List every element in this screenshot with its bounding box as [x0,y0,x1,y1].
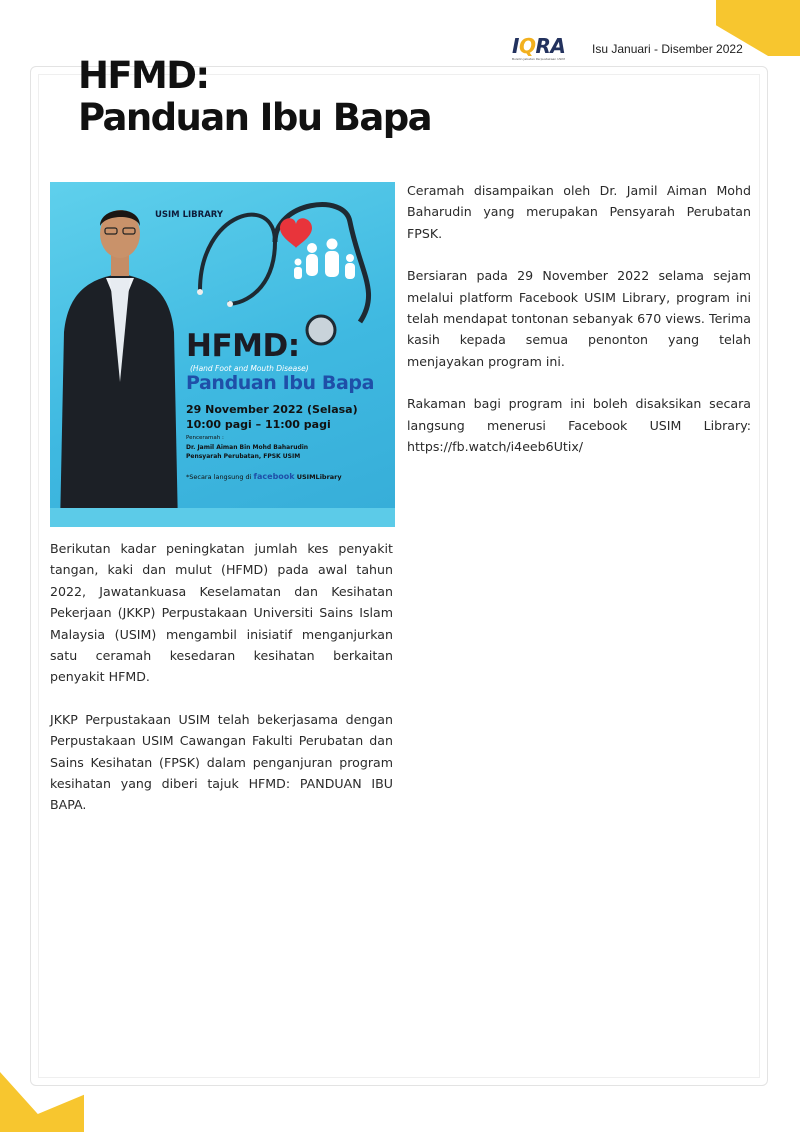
title-line-1: HFMD: [78,54,209,97]
poster-live-line [186,472,342,481]
page-header [512,36,743,62]
poster-brand: USIM LIBRARY [155,210,224,220]
paragraph: JKKP Perpustakaan USIM telah bekerjasama dengan Perpustakaan USIM Cawangan Fakulti Perubatan dan Sains Kesihatan (FPSK) dalam penganjuran program kesihatan yang diberi tajuk HFMD: PANDUAN IBU BAPA. [50,711,393,813]
facebook-icon: facebook [253,472,295,481]
left-column [50,538,393,837]
logo-letter-q: Q [518,34,536,58]
poster-title: HFMD: [186,328,300,364]
poster-footer-strip [50,508,395,527]
family-icon [294,239,355,280]
logo-letters-b: RA [535,34,566,58]
issue-label: Isu Januari - Disember 2022 [592,42,743,56]
poster-subtitle: (Hand Foot and Mouth Disease) [190,364,309,373]
speaker-photo [60,210,178,527]
poster-time: 10:00 pagi – 11:00 pagi [186,418,331,431]
paragraph: Ceramah disampaikan oleh Dr. Jamil Aiman Mohd Baharudin yang merupakan Pensyarah Perubatan FPSK. [407,183,751,241]
article-title [78,55,431,139]
paragraph: Rakaman bagi program ini boleh disaksikan secara langsung menerusi Facebook USIM Library: https://fb.watch/i4eeb6Utix/ [407,396,751,455]
iqra-logo [512,36,578,62]
logo-letters-a: I [512,34,519,58]
poster-speaker-role: Pensyarah Perubatan, FPSK USIM [186,453,301,460]
poster-headline: Panduan Ibu Bapa [186,372,374,394]
heart-icon [280,218,312,248]
event-poster [50,182,395,527]
stethoscope-tube-icon [200,215,275,304]
logo-subtitle: Buletin Jabatan Perpustakaan USIM [512,57,565,61]
stethoscope-chestpiece-icon [307,316,335,344]
poster-live-page: USIMLibrary [296,473,342,481]
title-line-2: Panduan Ibu Bapa [78,96,431,139]
paragraph: Berikutan kadar peningkatan jumlah kes penyakit tangan, kaki dan mulut (HFMD) pada awal tahun 2022, Jawatankuasa Keselamatan dan Kesihatan Pekerjaan (JKKP) Perpustakaan Universiti Sains Islam Malaysia (USIM) mengambil inisiatif menganjurkan satu ceramah kesedaran kesihatan berkaitan penyakit HFMD. [50,541,393,685]
poster-speaker-label: Penceramah : [186,435,224,441]
right-column [407,180,751,478]
poster-speaker-name: Dr. Jamil Aiman Bin Mohd Baharudin [186,444,309,451]
poster-live-prefix: *Secara langsung di [186,473,252,481]
poster-date: 29 November 2022 (Selasa) [186,403,358,416]
paragraph: Bersiaran pada 29 November 2022 selama sejam melalui platform Facebook USIM Library, program ini telah mendapat tontonan sebanyak 670 views. Terima kasih kepada semua penonton yang telah menjayakan program ini. [407,268,751,369]
